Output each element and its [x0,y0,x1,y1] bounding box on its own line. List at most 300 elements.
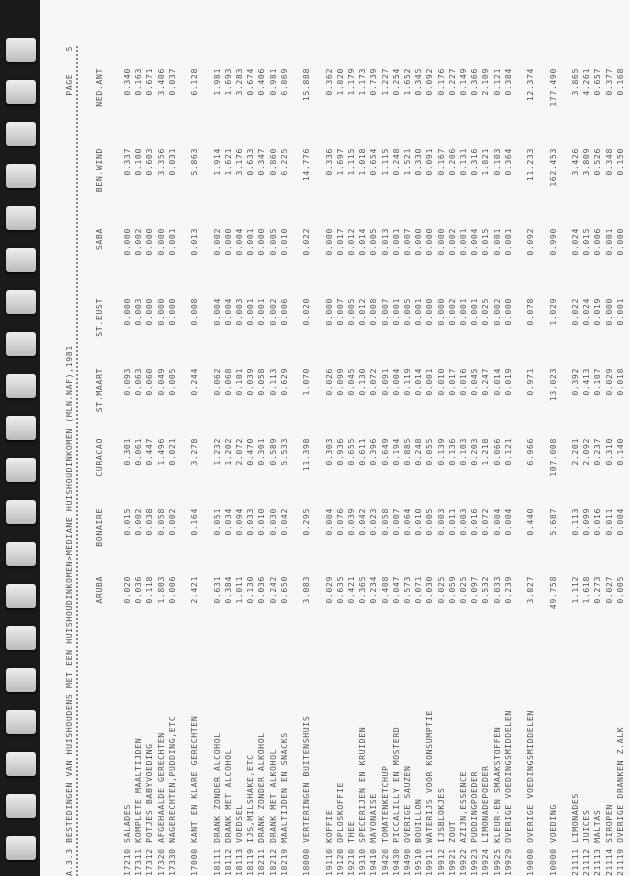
row-label: 17311 KOMPLETE MAALTIJDEN [133,737,144,876]
cell-value: 0.060 [144,368,155,396]
cell-value: 0.000 [122,298,132,326]
cell-value: 15.888 [301,68,312,102]
cell-value: 1.521 [402,148,412,176]
cell-value: 0.037 [166,68,177,96]
cell-value: 5.863 [189,148,200,176]
spiral-binding [0,0,40,876]
cell-value: 0.337 [122,148,132,176]
binding-ring [6,80,36,104]
cell-value: 0.001 [390,298,401,326]
cell-value: 0.301 [256,438,267,466]
table-row [290,46,301,876]
cell-value: 0.013 [189,228,200,256]
table-row [469,46,480,876]
cell-value: 0.014 [491,368,502,396]
cell-value: 0.885 [402,438,412,466]
table-row [368,46,379,876]
cell-value: 1.693 [222,68,233,96]
rotated-table-sheet [60,46,625,876]
cell-value: 0.005 [166,368,177,396]
row-label: 18113 VOEDSEL [234,804,244,876]
cell-value: 0.091 [424,148,435,176]
binding-ring [6,710,36,734]
cell-value: 0.015 [122,508,132,536]
cell-value: 0.113 [570,508,580,536]
cell-value: 0.408 [379,576,390,604]
cell-value: 0.072 [480,508,491,536]
cell-value: 0.019 [592,298,603,326]
column-header: CURACAO [94,438,104,477]
binding-ring [6,500,36,524]
cell-value: 3.283 [234,68,244,96]
cell-value: 0.004 [323,508,334,536]
cell-value: 0.447 [144,438,155,466]
cell-value: 0.002 [166,508,177,536]
cell-value: 0.006 [592,228,603,256]
cell-value: 0.573 [402,576,412,604]
row-label: 17000 KANT EN KLARE GERECHTEN [189,715,200,876]
table-row [256,46,267,876]
cell-value: 0.001 [458,298,468,326]
cell-value: 0.020 [122,576,132,604]
cell-value: 0.242 [267,576,278,604]
cell-value: 0.017 [446,368,457,396]
cell-value: 0.001 [166,228,177,256]
cell-value: 0.058 [155,508,166,536]
cell-value: 0.001 [390,228,401,256]
cell-value: 5.687 [547,508,558,536]
table-row [178,46,189,876]
cell-value: 0.076 [334,508,345,536]
cell-value: 0.168 [614,68,625,96]
cell-value: 0.016 [458,368,468,396]
table-row [122,46,133,876]
cell-value: 0.136 [446,438,457,466]
cell-value: 0.248 [413,438,424,466]
cell-value: 0.094 [234,508,244,536]
cell-value: 1.496 [155,438,166,466]
binding-ring [6,752,36,776]
cell-value: 0.023 [368,508,379,536]
table-row [133,46,144,876]
cell-value: 1.981 [211,68,222,96]
cell-value: 0.004 [211,298,222,326]
cell-value: 0.010 [278,228,289,256]
cell-value: 3.827 [525,576,536,604]
cell-value: 3.176 [234,148,244,176]
cell-value: 0.345 [413,68,424,96]
cell-value: 0.103 [458,438,468,466]
cell-value: 1.179 [346,68,356,96]
cell-value: 4.261 [581,68,592,96]
cell-value: 0.002 [491,298,502,326]
cell-value: 0.650 [278,576,289,604]
cell-value: 0.365 [357,576,368,604]
cell-value: 0.000 [424,298,435,326]
binding-ring [6,794,36,818]
cell-value: 0.007 [334,298,345,326]
cell-value: 0.062 [211,368,222,396]
row-label: 18219 MAALTIJDEN EN SNACKS [278,732,289,876]
table-row [268,46,279,876]
cell-value: 1.029 [547,298,558,326]
cell-value: 2.109 [480,68,491,96]
row-label: 21114 SIROPEN [603,804,614,876]
cell-value: 0.008 [189,298,200,326]
cell-value: 13.023 [547,368,558,402]
cell-value: 0.004 [390,368,401,396]
cell-value: 0.413 [581,368,592,396]
cell-value: 0.000 [256,228,267,256]
cell-value: 0.440 [525,508,536,536]
cell-value: 0.164 [189,508,200,536]
cell-value: 0.119 [402,368,412,396]
binding-ring [6,164,36,188]
cell-value: 0.000 [323,228,334,256]
cell-value: 0.635 [334,576,345,604]
cell-value: 1.232 [211,438,222,466]
cell-value: 0.990 [547,228,558,256]
binding-ring [6,374,36,398]
cell-value: 2.421 [189,576,200,604]
cell-value: 0.007 [379,298,390,326]
cell-value: 0.301 [122,438,132,466]
cell-value: 0.068 [222,368,233,396]
table-row [480,46,491,876]
cell-value: 0.674 [245,68,256,96]
cell-value: 0.121 [491,68,502,96]
cell-value: 1.914 [211,148,222,176]
cell-value: 0.014 [413,368,424,396]
row-label: 19510 BOUILLON [413,798,424,876]
cell-value: 14.776 [301,148,312,182]
cell-value: 0.013 [379,228,390,256]
cell-value: 0.022 [301,228,312,256]
cell-value: 0.631 [211,576,222,604]
cell-value: 0.001 [603,228,614,256]
table-row [156,46,167,876]
cell-value: 0.034 [222,508,233,536]
binding-ring [6,668,36,692]
table-row [604,46,615,876]
table-row [357,46,368,876]
cell-value: 0.072 [368,368,379,396]
cell-value: 0.247 [480,368,491,396]
cell-value: 1.018 [357,148,368,176]
table-row [200,46,211,876]
row-label: 19110 KOFFIE [323,809,334,876]
cell-value: 0.012 [346,228,356,256]
cell-value: 0.004 [469,228,480,256]
table-row [536,46,547,876]
cell-value: 0.011 [603,508,614,536]
cell-value: 0.000 [155,298,166,326]
cell-value: 0.526 [592,148,603,176]
cell-value: 0.131 [458,148,468,176]
cell-value: 0.244 [189,368,200,396]
cell-value: 0.295 [301,508,312,536]
cell-value: 0.004 [491,508,502,536]
cell-value: 0.045 [346,368,356,396]
table-row [402,46,413,876]
cell-value: 0.330 [413,148,424,176]
cell-value: 0.039 [245,368,256,396]
cell-value: 2.201 [570,438,580,466]
cell-value: 107.008 [547,438,558,477]
cell-value: 0.005 [346,298,356,326]
page-number: PAGE 5 [64,46,74,96]
table-title: A.3.3 BESTEDINGEN VAN HUISHOUDENS MET EEN HUISHOUDINKOMEN>MEDIANE HUISHOUDINKOMEN (MLN.NAF),1981 [64,345,74,876]
cell-value: 0.064 [402,508,412,536]
cell-value: 0.005 [424,508,435,536]
cell-value: 0.004 [502,508,513,536]
cell-value: 0.059 [446,576,457,604]
cell-value: 0.140 [614,438,625,466]
column-header: ST.MAART [94,368,104,413]
table-row [424,46,435,876]
table-row [144,46,155,876]
cell-value: 11.398 [301,438,312,472]
binding-ring [6,332,36,356]
cell-value: 0.649 [379,438,390,466]
row-label: 17312 POTJES BABYVOEDING [144,743,155,876]
cell-value: 0.000 [502,298,513,326]
cell-value: 0.038 [144,508,155,536]
cell-value: 0.000 [323,298,334,326]
cell-value: 0.007 [402,228,412,256]
row-label: 19921 ZOUT [446,820,457,876]
cell-value: 6.966 [525,438,536,466]
cell-value: 0.042 [357,508,368,536]
cell-value: 2.072 [234,438,244,466]
cell-value: 2.092 [581,438,592,466]
row-label: 19310 SPECERIJEN EN KRUIDEN [357,726,368,876]
cell-value: 0.058 [379,508,390,536]
cell-value: 0.203 [469,438,480,466]
cell-value: 3.356 [155,148,166,176]
cell-value: 0.000 [144,228,155,256]
cell-value: 1.070 [301,368,312,396]
cell-value: 0.002 [133,508,144,536]
cell-value: 0.092 [424,68,435,96]
cell-value: 0.036 [133,576,144,604]
cell-value: 0.860 [267,148,278,176]
cell-value: 0.001 [245,298,256,326]
row-label: 19925 KLEUR-EN SMAAKSTOFFEN [491,726,502,876]
cell-value: 0.971 [525,368,536,396]
binding-ring [6,38,36,62]
cell-value: 0.130 [357,368,368,396]
cell-value: 0.254 [390,68,401,96]
binding-ring [6,290,36,314]
cell-value: 0.273 [592,576,603,604]
row-label: 19410 MAYONAISE [368,793,379,876]
cell-value: 0.000 [603,298,614,326]
cell-value: 0.055 [424,438,435,466]
cell-value: 0.058 [256,368,267,396]
row-label: 19420 TOMATENKETCHUP [379,765,390,876]
row-label: 18211 DRANK ZONDER ALKOHOL [256,732,267,876]
row-label: 19210 THEE [346,820,356,876]
table-row [245,46,256,876]
cell-value: 0.016 [592,508,603,536]
cell-value: 0.336 [323,148,334,176]
cell-value: 0.078 [525,298,536,326]
cell-value: 0.004 [222,298,233,326]
cell-value: 0.002 [446,298,457,326]
cell-value: 1.652 [402,68,412,96]
cell-value: 1.173 [357,68,368,96]
cell-value: 0.000 [222,228,233,256]
cell-value: 0.026 [323,368,334,396]
cell-value: 0.000 [435,228,446,256]
cell-value: 1.621 [222,148,233,176]
cell-value: 0.024 [570,228,580,256]
cell-value: 0.061 [133,438,144,466]
cell-value: 0.001 [413,298,424,326]
cell-value: 0.227 [446,68,457,96]
cell-value: 3.406 [155,68,166,96]
cell-value: 12.374 [525,68,536,102]
cell-value: 0.010 [435,368,446,396]
row-label: 18119 IJS,MILSHAKE,ETC [245,754,256,876]
row-label: 18212 DRANK MET ALKOHOL [267,748,278,876]
row-label: 19912 IJSBLOKJES [435,787,446,876]
cell-value: 0.348 [603,148,614,176]
cell-value: 0.406 [256,68,267,96]
cell-value: 0.007 [390,508,401,536]
cell-value: 0.629 [278,368,289,396]
cell-value: 0.000 [166,298,177,326]
cell-value: 11.233 [525,148,536,182]
table-row [167,46,178,876]
cell-value: 0.001 [469,298,480,326]
binding-ring [6,626,36,650]
cell-value: 0.107 [592,368,603,396]
cell-value: 0.589 [267,438,278,466]
table-row [447,46,458,876]
cell-value: 0.045 [469,368,480,396]
cell-value: 0.470 [245,438,256,466]
cell-value: 0.004 [234,228,244,256]
cell-value: 0.139 [435,438,446,466]
table-row [581,46,592,876]
cell-value: 0.655 [346,438,356,466]
cell-value: 0.024 [581,298,592,326]
cell-value: 0.051 [211,508,222,536]
cell-value: 1.821 [480,148,491,176]
cell-value: 0.234 [368,576,379,604]
cell-value: 0.657 [592,68,603,96]
cell-value: 0.036 [256,576,267,604]
cell-value: 0.097 [469,576,480,604]
table-row [380,46,391,876]
cell-value: 0.071 [413,576,424,604]
row-label: 21119 OVERIGE DRANKEN Z.ALK [614,726,625,876]
cell-value: 0.002 [211,228,222,256]
cell-value: 0.001 [256,298,267,326]
cell-value: 0.340 [122,68,132,96]
row-label: 18111 DRANK ZONDER ALCOHOL [211,732,222,876]
cell-value: 3.809 [581,148,592,176]
row-label: 19923 PUDDINGPOEDER [469,770,480,876]
cell-value: 0.001 [614,298,625,326]
cell-value: 0.130 [245,576,256,604]
table-row [570,46,581,876]
table-row [223,46,234,876]
table-row [189,46,200,876]
cell-value: 0.005 [402,298,412,326]
row-label: 18112 DRANK MET ALCOHOL [222,748,233,876]
cell-value: 0.603 [144,148,155,176]
row-label: 17320 AFGEHAALDE GERECHTEN [155,732,166,876]
binding-ring [6,248,36,272]
cell-value: 0.010 [413,508,424,536]
cell-value: 0.384 [502,68,513,96]
cell-value: 1.011 [234,576,244,604]
cell-value: 0.000 [144,298,155,326]
cell-value: 0.002 [133,228,144,256]
row-label: 18000 VERTERINGEN BUITENSHUIS [301,715,312,876]
cell-value: 0.019 [502,368,513,396]
column-header: SABA [94,228,104,251]
binding-ring [6,542,36,566]
cell-value: 0.003 [458,508,468,536]
cell-value: 6.128 [189,68,200,96]
table-row [234,46,245,876]
table-row [503,46,514,876]
cell-value: 0.006 [166,576,177,604]
cell-value: 49.758 [547,576,558,610]
cell-value: 3.426 [570,148,580,176]
cell-value: 0.118 [144,576,155,604]
cell-value: 0.000 [424,228,435,256]
table-row [592,46,603,876]
binding-ring [6,458,36,482]
row-label: 10000 VOEDING [547,804,558,876]
cell-value: 0.025 [480,298,491,326]
cell-value: 0.006 [278,298,289,326]
cell-value: 3.083 [301,576,312,604]
binding-ring [6,416,36,440]
binding-ring [6,836,36,860]
cell-value: 0.047 [390,576,401,604]
row-label: 19911 WATERIJS VOOR KONSUMPTIE [424,710,435,876]
cell-value: 0.015 [480,228,491,256]
cell-value: 0.025 [458,576,468,604]
binding-ring [6,584,36,608]
title-underline [76,46,78,876]
cell-value: 0.377 [603,68,614,96]
cell-value: 0.392 [570,368,580,396]
cell-value: 0.396 [368,438,379,466]
cell-value: 0.005 [614,576,625,604]
column-header: NED.ANT [94,68,104,107]
cell-value: 1.115 [346,148,356,176]
cell-value: 0.113 [267,368,278,396]
cell-value: 1.112 [570,576,580,604]
cell-value: 1.820 [334,68,345,96]
cell-value: 0.030 [424,576,435,604]
column-header: BONAIRE [94,508,104,547]
cell-value: 0.163 [133,68,144,96]
cell-value: 0.014 [357,228,368,256]
cell-value: 0.042 [278,508,289,536]
cell-value: 0.099 [581,508,592,536]
cell-value: 0.004 [614,508,625,536]
cell-value: 1.227 [379,68,390,96]
row-label: 17330 NAGERECHTEN,PUDDING,ETC [166,715,177,876]
